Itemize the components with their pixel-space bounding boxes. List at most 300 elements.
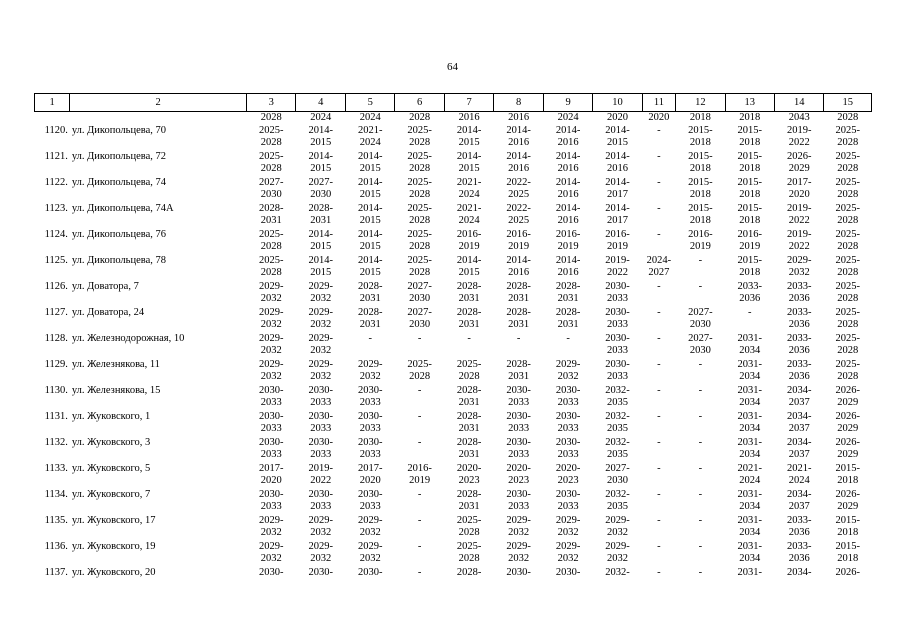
period-start: 2028- bbox=[456, 488, 482, 500]
period-cell bbox=[494, 515, 543, 541]
period-start: 2014- bbox=[555, 254, 581, 266]
period-end: 2024 bbox=[788, 475, 810, 486]
column-header-13: 13 bbox=[725, 94, 774, 112]
period-cell bbox=[775, 203, 824, 229]
period-end bbox=[642, 371, 675, 384]
period-start: 2016- bbox=[737, 228, 763, 240]
period-cell bbox=[725, 203, 774, 229]
period-end: 2031 bbox=[458, 319, 480, 330]
period-start: 2030- bbox=[555, 436, 581, 448]
period-cell bbox=[593, 359, 642, 385]
period-end: 2037 bbox=[788, 501, 810, 512]
column-header-5: 5 bbox=[345, 94, 394, 112]
period-end bbox=[642, 189, 675, 202]
period-start: 2015- bbox=[835, 514, 860, 526]
period-end: 2016 bbox=[557, 137, 579, 148]
period-end bbox=[642, 553, 675, 566]
period-cell bbox=[444, 203, 493, 229]
period-cell bbox=[775, 333, 824, 359]
period-cell bbox=[296, 203, 345, 229]
period-cell bbox=[345, 125, 394, 151]
period-cell bbox=[444, 463, 493, 489]
period-start: 2029- bbox=[506, 540, 531, 552]
period-end: 2033 bbox=[557, 423, 579, 434]
period-cell bbox=[775, 125, 824, 151]
period-end: 2018 bbox=[739, 163, 761, 174]
continuation-cell: 2018 bbox=[739, 112, 761, 123]
period-cell bbox=[676, 333, 725, 359]
period-end: 2033 bbox=[607, 345, 629, 356]
period-end: 2031 bbox=[359, 293, 381, 304]
column-header-1: 1 bbox=[35, 94, 70, 112]
period-cell bbox=[775, 151, 824, 177]
period-start: 2015- bbox=[835, 462, 860, 474]
period-cell bbox=[593, 229, 642, 255]
period-start: 2032- bbox=[605, 384, 630, 396]
period-end: 2037 bbox=[788, 397, 810, 408]
period-cell bbox=[247, 515, 296, 541]
period-start: 2026- bbox=[835, 566, 860, 578]
period-cell bbox=[395, 541, 444, 567]
period-start: 2031- bbox=[737, 410, 763, 422]
address-cell: ул. Железнодорожная, 10 bbox=[71, 332, 185, 344]
period-end: 2019 bbox=[409, 475, 431, 486]
period-cell bbox=[395, 333, 444, 359]
period-start: 2014- bbox=[605, 202, 630, 214]
period-end: 2028 bbox=[409, 241, 431, 252]
period-start: 2016- bbox=[456, 228, 482, 240]
period-cell bbox=[543, 307, 592, 333]
period-cell bbox=[642, 489, 675, 515]
period-start: 2028- bbox=[506, 306, 531, 318]
period-end: 2023 bbox=[557, 475, 579, 486]
address-cell: ул. Жуковского, 17 bbox=[71, 514, 156, 526]
period-cell bbox=[494, 203, 543, 229]
period-cell bbox=[676, 255, 725, 281]
period-start: 2024- bbox=[646, 254, 672, 266]
table-row bbox=[35, 307, 872, 333]
period-cell bbox=[593, 255, 642, 281]
page-number: 64 bbox=[447, 61, 458, 73]
period-end: 2034 bbox=[739, 345, 761, 356]
period-cell bbox=[725, 255, 774, 281]
period-end: 2036 bbox=[739, 293, 761, 304]
period-end: 2033 bbox=[260, 397, 282, 408]
period-cell bbox=[296, 463, 345, 489]
continuation-cell: 2020 bbox=[607, 112, 629, 123]
period-end: 2033 bbox=[607, 319, 629, 330]
period-start: 2016- bbox=[506, 228, 531, 240]
period-start: 2030- bbox=[605, 332, 630, 344]
period-cell bbox=[543, 177, 592, 203]
period-end bbox=[676, 449, 725, 462]
continuation-cell bbox=[35, 112, 70, 125]
period-end bbox=[345, 579, 394, 592]
period-start: - bbox=[657, 462, 661, 474]
period-start: 2027- bbox=[259, 176, 284, 188]
period-cell bbox=[593, 489, 642, 515]
period-cell bbox=[395, 255, 444, 281]
period-end: 2031 bbox=[458, 449, 480, 460]
period-cell bbox=[395, 307, 444, 333]
period-cell bbox=[444, 333, 493, 359]
period-end: 2016 bbox=[557, 163, 579, 174]
period-end: 2028 bbox=[837, 215, 859, 226]
period-cell bbox=[543, 489, 592, 515]
period-start: 2030- bbox=[506, 384, 531, 396]
column-header-3: 3 bbox=[247, 94, 296, 112]
period-start: 2030- bbox=[506, 566, 531, 578]
period-end bbox=[642, 241, 675, 254]
continuation-cell: 2024 bbox=[557, 112, 579, 123]
period-start: - bbox=[657, 410, 661, 422]
period-cell bbox=[824, 385, 872, 411]
period-end: 2015 bbox=[310, 137, 332, 148]
period-end: 2029 bbox=[837, 449, 859, 460]
period-cell bbox=[775, 307, 824, 333]
table-row bbox=[35, 255, 872, 281]
period-start: 2030- bbox=[506, 488, 531, 500]
period-end: 2033 bbox=[508, 449, 530, 460]
period-end bbox=[395, 449, 444, 462]
period-start: - bbox=[657, 566, 661, 578]
period-cell bbox=[543, 567, 592, 593]
period-cell bbox=[345, 151, 394, 177]
period-end: 2031 bbox=[458, 293, 480, 304]
period-start: 2030- bbox=[555, 566, 581, 578]
period-start: 2030- bbox=[555, 488, 581, 500]
period-start: - bbox=[698, 462, 703, 474]
period-cell bbox=[642, 333, 675, 359]
period-end bbox=[642, 475, 675, 488]
period-cell bbox=[296, 255, 345, 281]
row-number: 1129. bbox=[44, 358, 68, 370]
column-header-14: 14 bbox=[775, 94, 824, 112]
period-cell bbox=[247, 463, 296, 489]
period-end bbox=[593, 579, 642, 592]
period-end: 2031 bbox=[458, 423, 480, 434]
period-end: 2022 bbox=[788, 215, 810, 226]
period-end: 2033 bbox=[607, 293, 629, 304]
period-cell bbox=[676, 463, 725, 489]
period-end bbox=[494, 579, 543, 592]
period-end: 2015 bbox=[310, 241, 332, 252]
period-end bbox=[676, 579, 725, 592]
period-start: 2026- bbox=[787, 150, 812, 162]
period-cell bbox=[345, 255, 394, 281]
period-end bbox=[642, 423, 675, 436]
period-start: 2015- bbox=[737, 176, 763, 188]
period-start: 2029- bbox=[506, 514, 531, 526]
table-row bbox=[35, 203, 872, 229]
period-start: 2014- bbox=[357, 150, 383, 162]
period-end: 2028 bbox=[837, 189, 859, 200]
period-cell bbox=[494, 359, 543, 385]
period-cell bbox=[543, 463, 592, 489]
period-end: 2032 bbox=[310, 527, 332, 538]
period-end: 2032 bbox=[359, 553, 381, 564]
period-cell bbox=[494, 437, 543, 463]
row-number: 1123. bbox=[44, 202, 68, 214]
period-cell bbox=[296, 281, 345, 307]
period-end bbox=[725, 579, 774, 592]
period-start: - bbox=[417, 410, 422, 422]
period-end bbox=[642, 319, 675, 332]
period-end: 2032 bbox=[607, 527, 629, 538]
period-end: 2033 bbox=[557, 397, 579, 408]
period-cell bbox=[676, 567, 725, 593]
period-cell bbox=[775, 541, 824, 567]
period-cell bbox=[543, 385, 592, 411]
period-start: - bbox=[657, 514, 661, 526]
period-start: - bbox=[657, 150, 661, 162]
period-start: - bbox=[417, 488, 422, 500]
period-cell bbox=[543, 255, 592, 281]
period-start: 2016- bbox=[688, 228, 713, 240]
period-end: 2028 bbox=[837, 345, 859, 356]
row-number: 1127. bbox=[44, 306, 68, 318]
period-end bbox=[296, 579, 345, 592]
period-start: - bbox=[657, 124, 661, 136]
row-number: 1130. bbox=[44, 384, 68, 396]
period-cell bbox=[345, 333, 394, 359]
period-cell bbox=[676, 437, 725, 463]
period-end: 2024 bbox=[739, 475, 761, 486]
period-start: - bbox=[698, 436, 703, 448]
continuation-row bbox=[35, 112, 872, 125]
period-end: 2032 bbox=[607, 553, 629, 564]
period-cell bbox=[642, 229, 675, 255]
period-end: 2031 bbox=[508, 371, 530, 382]
period-start: - bbox=[698, 410, 703, 422]
period-cell bbox=[247, 255, 296, 281]
row-number: 1137. bbox=[44, 566, 68, 578]
row-number: 1125. bbox=[44, 254, 68, 266]
period-start: 2014- bbox=[506, 254, 531, 266]
period-cell bbox=[395, 281, 444, 307]
period-start: 2030- bbox=[605, 280, 630, 292]
period-end bbox=[444, 579, 493, 592]
period-start: 2022- bbox=[506, 176, 531, 188]
table-row bbox=[35, 125, 872, 151]
period-end: 2036 bbox=[788, 527, 810, 538]
period-end: 2018 bbox=[837, 553, 859, 564]
period-end: 2016 bbox=[557, 267, 579, 278]
period-end: 2027 bbox=[648, 267, 670, 278]
period-start: - bbox=[657, 306, 661, 318]
period-end: 2019 bbox=[458, 241, 480, 252]
period-end: 2018 bbox=[689, 215, 711, 226]
period-cell bbox=[247, 411, 296, 437]
period-start: 2025- bbox=[835, 358, 860, 370]
period-end: 2020 bbox=[359, 475, 381, 486]
period-end: 2024 bbox=[458, 189, 480, 200]
period-cell bbox=[543, 229, 592, 255]
period-start: 2030- bbox=[506, 436, 531, 448]
period-end: 2032 bbox=[310, 319, 332, 330]
period-cell bbox=[395, 125, 444, 151]
period-start: 2015- bbox=[688, 176, 713, 188]
period-cell bbox=[444, 489, 493, 515]
period-end bbox=[395, 345, 444, 358]
period-end: 2020 bbox=[260, 475, 282, 486]
period-start: 2019- bbox=[787, 124, 812, 136]
period-cell bbox=[593, 515, 642, 541]
period-end bbox=[676, 267, 725, 280]
period-cell bbox=[642, 203, 675, 229]
period-start: 2014- bbox=[456, 124, 482, 136]
period-end bbox=[676, 475, 725, 488]
period-end: 2034 bbox=[739, 501, 761, 512]
period-end: 2028 bbox=[837, 319, 859, 330]
period-cell bbox=[593, 151, 642, 177]
period-start: 2028- bbox=[555, 306, 581, 318]
address-cell: ул. Доватора, 7 bbox=[71, 280, 139, 292]
period-start: 2029- bbox=[259, 358, 284, 370]
period-cell bbox=[345, 411, 394, 437]
period-cell bbox=[725, 229, 774, 255]
period-start: 2030- bbox=[259, 384, 284, 396]
period-end bbox=[676, 397, 725, 410]
period-start: 2020- bbox=[456, 462, 482, 474]
period-cell bbox=[642, 437, 675, 463]
period-start: 2028- bbox=[308, 202, 333, 214]
period-end: 2022 bbox=[310, 475, 332, 486]
period-start: 2025- bbox=[259, 254, 284, 266]
period-cell bbox=[247, 281, 296, 307]
period-start: 2014- bbox=[506, 150, 531, 162]
period-end: 2019 bbox=[557, 241, 579, 252]
period-start: 2034- bbox=[787, 410, 812, 422]
period-cell bbox=[444, 125, 493, 151]
address-cell: ул. Дикопольцева, 74А bbox=[71, 202, 174, 214]
period-start: 2019- bbox=[787, 228, 812, 240]
period-end: 2032 bbox=[359, 371, 381, 382]
period-start: 2029- bbox=[308, 280, 333, 292]
period-start: 2028- bbox=[456, 410, 482, 422]
period-start: 2030- bbox=[555, 410, 581, 422]
period-start: 2034- bbox=[787, 488, 812, 500]
period-cell bbox=[824, 437, 872, 463]
period-start: 2025- bbox=[456, 514, 482, 526]
period-start: 2027- bbox=[688, 332, 713, 344]
period-cell bbox=[494, 307, 543, 333]
period-start: 2015- bbox=[688, 150, 713, 162]
period-cell bbox=[296, 177, 345, 203]
period-end: 2037 bbox=[788, 449, 810, 460]
period-start: 2015- bbox=[688, 202, 713, 214]
row-number: 1128. bbox=[44, 332, 68, 344]
period-end: 2036 bbox=[788, 345, 810, 356]
address-cell: ул. Дикопольцева, 74 bbox=[71, 176, 166, 188]
period-start: 2025- bbox=[259, 150, 284, 162]
period-cell bbox=[494, 229, 543, 255]
period-start: 2028- bbox=[456, 280, 482, 292]
row-number: 1121. bbox=[44, 150, 68, 162]
period-start: 2026- bbox=[835, 488, 860, 500]
period-start: 2030- bbox=[357, 488, 383, 500]
period-cell bbox=[494, 125, 543, 151]
period-start: - bbox=[657, 202, 661, 214]
period-cell bbox=[494, 489, 543, 515]
period-cell bbox=[296, 489, 345, 515]
period-cell bbox=[642, 567, 675, 593]
period-end: 2033 bbox=[359, 397, 381, 408]
period-end bbox=[642, 397, 675, 410]
column-header-8: 8 bbox=[494, 94, 543, 112]
period-cell bbox=[725, 151, 774, 177]
table-row bbox=[35, 489, 872, 515]
column-header-4: 4 bbox=[296, 94, 345, 112]
period-start: - bbox=[698, 566, 703, 578]
period-end: 2015 bbox=[458, 137, 480, 148]
period-end: 2022 bbox=[788, 137, 810, 148]
continuation-cell: 2016 bbox=[508, 112, 530, 123]
period-start: - bbox=[698, 254, 703, 266]
address-cell: ул. Жуковского, 1 bbox=[71, 410, 151, 422]
period-start: 2030- bbox=[308, 436, 333, 448]
table-row bbox=[35, 437, 872, 463]
period-start: - bbox=[657, 488, 661, 500]
row-number: 1134. bbox=[44, 488, 68, 500]
period-end: 2017 bbox=[607, 215, 629, 226]
period-cell bbox=[642, 385, 675, 411]
period-end bbox=[676, 553, 725, 566]
period-start: - bbox=[657, 436, 661, 448]
period-start: 2030- bbox=[555, 384, 581, 396]
period-end: 2033 bbox=[359, 501, 381, 512]
period-start: 2030- bbox=[308, 410, 333, 422]
period-end: 2028 bbox=[260, 241, 282, 252]
period-end: 2030 bbox=[689, 319, 711, 330]
table-row bbox=[35, 463, 872, 489]
period-end: 2035 bbox=[607, 501, 629, 512]
row-number: 1132. bbox=[44, 436, 68, 448]
period-end: 2018 bbox=[689, 163, 711, 174]
period-cell bbox=[725, 541, 774, 567]
period-start: 2025- bbox=[407, 124, 432, 136]
period-end: 2030 bbox=[689, 345, 711, 356]
period-end: 2028 bbox=[409, 137, 431, 148]
period-end: 2033 bbox=[607, 371, 629, 382]
period-cell bbox=[593, 177, 642, 203]
row-number: 1120. bbox=[44, 124, 68, 136]
period-start: 2021- bbox=[737, 462, 763, 474]
period-start: - bbox=[417, 332, 422, 344]
period-cell bbox=[642, 255, 675, 281]
period-start: 2014- bbox=[357, 228, 383, 240]
period-cell bbox=[543, 203, 592, 229]
period-start: 2030- bbox=[308, 384, 333, 396]
period-end: 2033 bbox=[260, 501, 282, 512]
period-cell bbox=[494, 411, 543, 437]
period-start: 2029- bbox=[308, 514, 333, 526]
period-cell bbox=[725, 437, 774, 463]
period-start: 2014- bbox=[605, 176, 630, 188]
period-end: 2032 bbox=[310, 293, 332, 304]
period-start: - bbox=[417, 384, 422, 396]
period-start: 2015- bbox=[737, 202, 763, 214]
period-start: 2032- bbox=[605, 566, 630, 578]
period-start: 2029- bbox=[357, 358, 383, 370]
period-cell bbox=[725, 567, 774, 593]
period-cell bbox=[593, 281, 642, 307]
period-start: 2025- bbox=[835, 176, 860, 188]
period-end: 2032 bbox=[260, 371, 282, 382]
continuation-cell: 2024 bbox=[310, 112, 332, 123]
period-end: 2033 bbox=[557, 449, 579, 460]
period-start: 2021- bbox=[456, 202, 482, 214]
